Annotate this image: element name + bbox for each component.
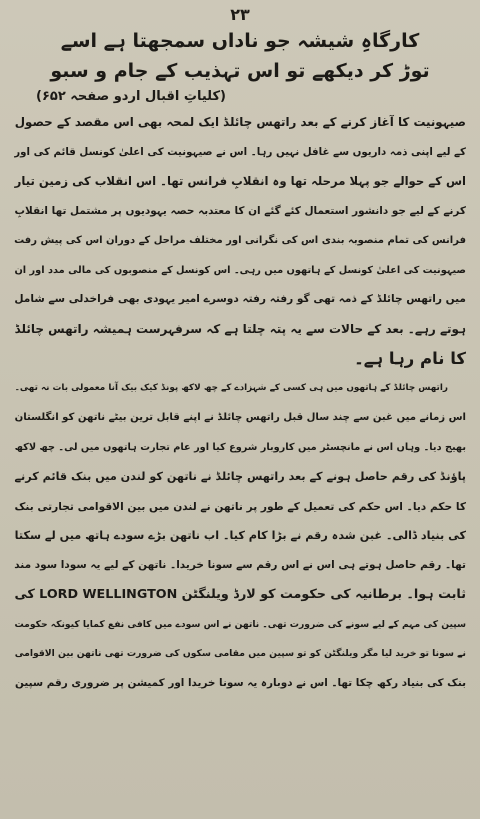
text-line: نے سونا تو خرید لیا مگر ویلنگٹن کو تو سپین میں مقامی سکوں کی ضرورت تھی ناتھن بین الاقوامی [14,648,466,659]
page-number: ۲۳ [230,5,250,24]
body-text [14,108,466,698]
text-line: کے لیے اپنی ذمہ داریوں سے غافل نہیں رہا۔ اس نے صیہونیت کی اعلیٰ کونسل قائم کی اور [14,145,466,158]
verse-line-1: کارگاہِ شیشہ جو ناداں سمجھتا ہے اسے [60,30,420,52]
text-line: میں راتھس چائلڈ کے ذمہ تھی گو رفتہ رفتہ دوسرے امیر یہودی بھی فراخدلی سے شامل [14,293,466,305]
text-line: پاؤنڈ کی رقم حاصل ہونے کے بعد راتھس چائلڈ نے ناتھن کو لندن میں بنک قائم کرنے [14,470,466,483]
text-line: صیہونیت کا آغاز کرنے کے بعد راتھس چائلڈ ایک لمحہ بھی اس مقصد کے حصول [14,115,466,129]
text-line: اس زمانے میں غبن سے چند سال قبل راتھس چائلڈ نے اپنے قابل ترین بیٹے ناتھن کو انگلستان [14,412,466,423]
text-line: کی بنیاد ڈالی۔ غبن شدہ رقم نے بڑا کام کیا۔ اب ناتھن بڑے سودے ہاتھ میں لے سکتا [14,529,466,542]
text-line: اس کے حوالے جو پہلا مرحلہ تھا وہ انقلابِ فرانس تھا۔ اس انقلاب کی زمین تیار [14,174,466,188]
text-line: راتھس چائلڈ کے ہاتھوں میں ہی کسی کے شہزادے کے چھ لاکھ پونڈ کیک بیک آنا معمولی بات نہ تھی۔ [14,382,448,393]
text-line: فرانس کی تمام منصوبہ بندی اس کی نگرانی اور مختلف مراحل کے دوران اس کی پیش رفت [14,235,466,246]
verse [14,26,466,86]
text-line: ہوتے رہے۔ بعد کے حالات سے یہ پتہ چلتا ہے کہ سرفہرست ہمیشہ راتھس چائلڈ [14,321,466,336]
text-line: کرنے کے لیے جو دانشور استعمال کئے گئے ان کا معتدبہ حصہ یہودیوں پر مشتمل تھا انقلابِ [14,204,466,217]
text-line: ثابت ہوا۔ برطانیہ کی حکومت کو لارڈ ویلنگٹن LORD WELLINGTON کی [14,587,466,602]
paragraph-1 [14,108,466,374]
text-line: بھیج دیا۔ وہاں اس نے مانچسٹر میں کاروبار شروع کیا اور عام تجارت ہاتھوں میں لی۔ چھ لاکھ [14,441,466,453]
text-line: صیہونیت کی اعلیٰ کونسل کے ہاتھوں میں رہی۔ اس کونسل کے منصوبوں کی مالی مدد اور ان [14,264,466,276]
verse-line-2: توڑ کر دیکھے تو اس تہذیب کے جام و سبو [50,60,430,82]
verse-citation: (کلیاتِ اقبال اردو صفحہ ۶۵۲) [36,89,226,104]
paragraph-2 [14,374,466,699]
text-line: تھا۔ رقم حاصل ہوتے ہی اس نے اس رقم سے سونا خریدا۔ ناتھن کے لیے یہ سودا سود مند [14,558,466,571]
text-line: بنک کی بنیاد رکھ چکا تھا۔ اس نے دوبارہ یہ سونا خریدا اور کمیشن پر ضروری رقم سپین [15,676,466,689]
text-line: کا نام رہا ہے۔ [354,349,466,368]
text-line: سپین کی مہم کے لیے سونے کی ضرورت تھی۔ ناتھن نے اس سودے میں کافی نفع کمایا کیونکہ حکومت [14,618,466,630]
text-line: کا حکم دیا۔ اس حکم کی تعمیل کے طور پر ناتھن نے لندن میں بین الاقوامی تجارتی بنک [14,499,466,513]
